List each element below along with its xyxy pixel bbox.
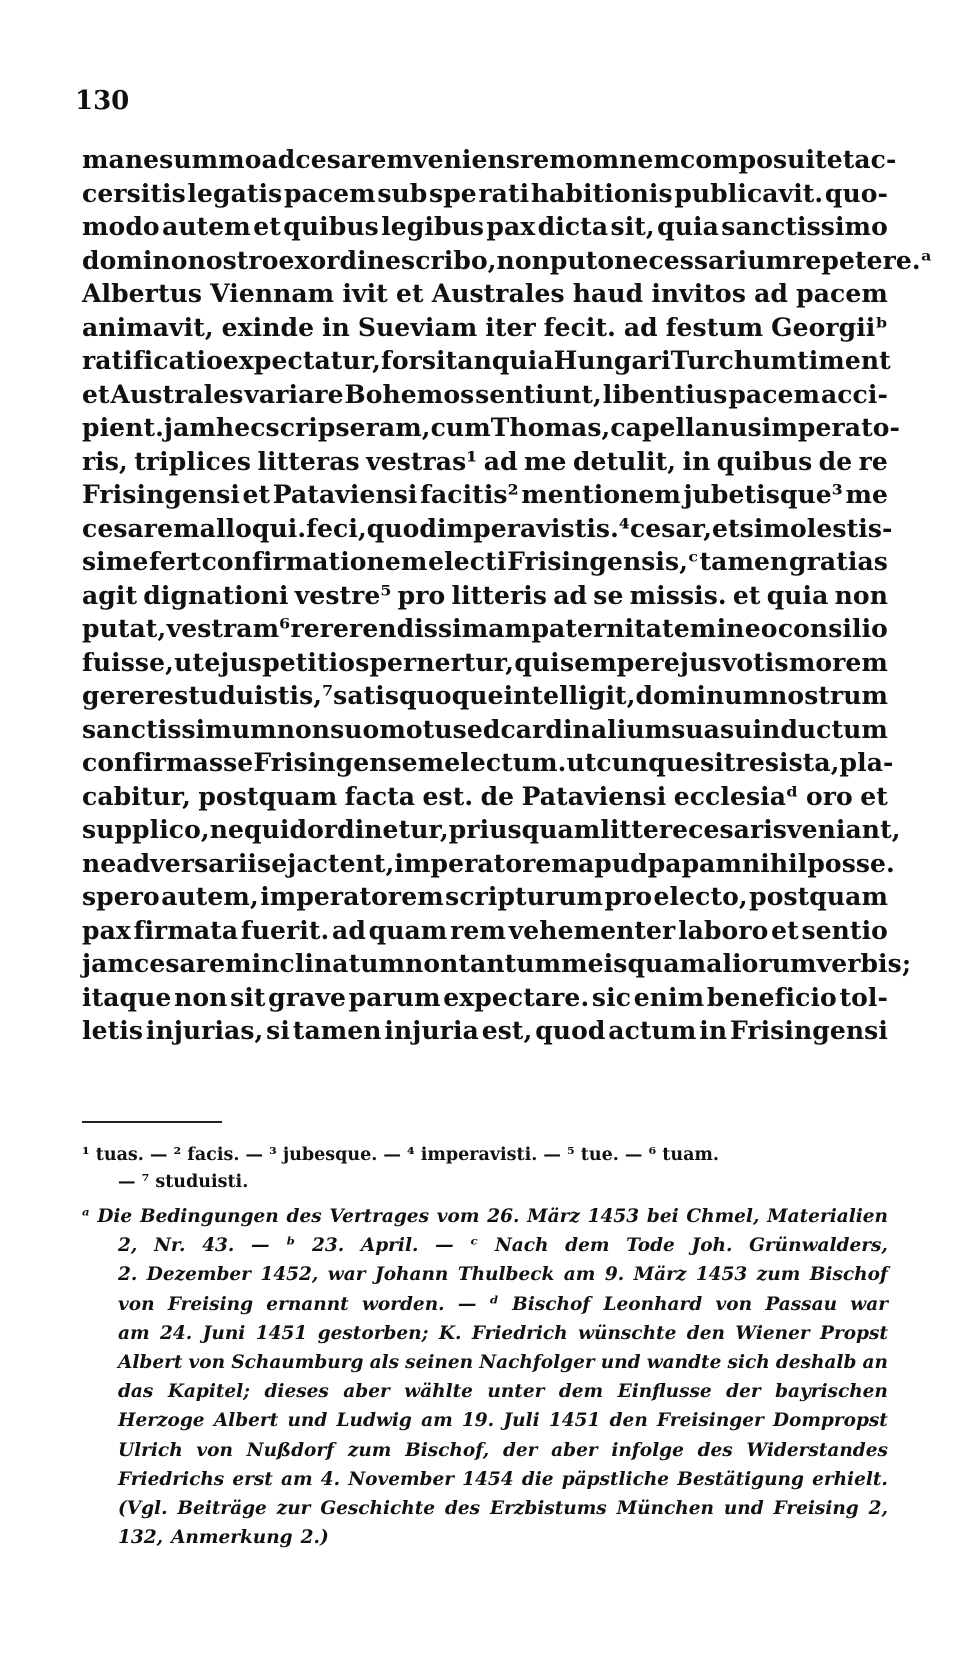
text-line: spero autem, imperatorem scripturum pro electo, postquam [82,882,888,911]
text-line: pient. jam hec scripseram, cum Thomas, capellanus imperato- [82,413,900,442]
text-line: modo autem et quibus legibus pax dicta sit, quia sanctissimo [82,212,888,241]
text-line: agit dignationi vestre⁵ pro litteris ad se missis. et quia non [82,580,888,610]
text-line: ris, triplices litteras vestras¹ ad me detulit, in quibus de re [82,446,888,476]
text-line: itaque non sit grave parum expectare. sic enim beneficio tol- [82,982,888,1012]
text-line: confirmasse Frisingensem electum. utcunque sit res ista, pla- [82,748,894,777]
text-line: pax firmata fuerit. ad quam rem vehementer laboro et sentio [82,915,888,945]
commentary-note-line: von Freising ernannt worden. — ᵈ Bischof Leonhard von Passau war [118,1293,888,1315]
variant-footnotes [82,1142,888,1196]
text-line: jam cesarem inclinatum non tantum meis quam aliorum verbis; [82,949,912,978]
text-line: domino nostro ex ordine scribo, non puto necessarium repetere.ᵃ [82,245,933,275]
text-line: ne adversarii se jactent, imperatorem apud papam nihil posse. [82,848,895,878]
text-line: et Australes variare Bohemos sentiunt, libentius pacem acci- [82,379,888,409]
text-line: letis injurias, si tamen injuria est, quod actum in Frisingensi [82,1016,888,1045]
text-line: sanctissimum non suo motu sed cardinalium suasu inductum [82,714,888,744]
page-number: 130 [75,86,130,116]
text-line: animavit, exinde in Sueviam iter fecit. ad festum Georgiiᵇ [82,312,888,342]
text-line: cabitur, postquam facta est. de Pataviensi ecclesiaᵈ oro et [82,781,888,811]
commentary-note-line: (Vgl. Beiträge zur Geschichte des Erzbistums München und Freising 2, [118,1497,888,1519]
text-line: gerere studuistis,⁷ satis quoque intelligit, dominum nostrum [82,681,889,710]
main-text [82,143,933,1048]
commentary-note-line: Friedrichs erst am 4. November 1454 die päpstliche Bestätigung erhielt. [118,1468,888,1490]
text-line: sime fert confirmationem electi Frisingensis,ᶜ tamen gratias [82,547,888,576]
commentary-note-line: 2. Dezember 1452, war Johann Thulbeck am 9. März 1453 zum Bischof [118,1264,888,1286]
text-line: ratificatio expectatur, forsitan quia Hungari Turchum timent [82,346,891,375]
commentary-note-line: 132, Anmerkung 2.) [118,1527,329,1549]
commentary-note-line: am 24. Juni 1451 gestorben; K. Friedrich wünschte den Wiener Propst [118,1322,888,1344]
commentary-note-line: Ulrich von Nußdorf zum Bischof, der aber infolge des Widerstandes [118,1439,888,1461]
commentary-note-line: 2, Nr. 43. — ᵇ 23. April. — ᶜ Nach dem Tode Joh. Grünwalders, [118,1235,888,1257]
text-line: cersitis legatis pacem sub spe rati habitionis publicavit. quo- [82,178,888,208]
text-line: supplico, ne quid ordinetur, priusquam littere cesaris veniant, [82,815,901,844]
text-line: fuisse, ut ejus petitio spernertur, qui semper ejus votis morem [82,647,888,677]
text-line: Albertus Viennam ivit et Australes haud invitos ad pacem [82,279,888,308]
text-line: Frisingensi et Pataviensi facitis² mentionem jubetisque³ me [82,480,888,509]
text-line: putat, vestram⁶ rererendissimam paternitatem in eo consilio [82,614,888,643]
variant-note-line: — ⁷ studuisti. [118,1172,249,1192]
commentary-note-line: Herzoge Albert und Ludwig am 19. Juli 1451 den Freisinger Dompropst [118,1410,888,1432]
variant-note-line: ¹ tuas. — ² facis. — ³ jubesque. — ⁴ imperavisti. — ⁵ tue. — ⁶ tuam. [82,1145,720,1165]
footnote-divider [82,1121,222,1123]
text-line: cesarem alloqui. feci, quod imperavistis.⁴ cesar, etsi molestis- [82,513,893,543]
commentary-note-line: ᵃ Die Bedingungen des Vertrages vom 26. März 1453 bei Chmel, Materialien [82,1206,888,1227]
commentary-footnotes [82,1202,888,1552]
text-line: mane summo ad cesarem veniens rem omnem composuit et ac- [82,145,897,174]
commentary-note-line: Albert von Schaumburg als seinen Nachfolger und wandte sich deshalb an [118,1351,888,1373]
commentary-note-line: das Kapitel; dieses aber wählte unter dem Einflusse der bayrischen [118,1381,888,1403]
